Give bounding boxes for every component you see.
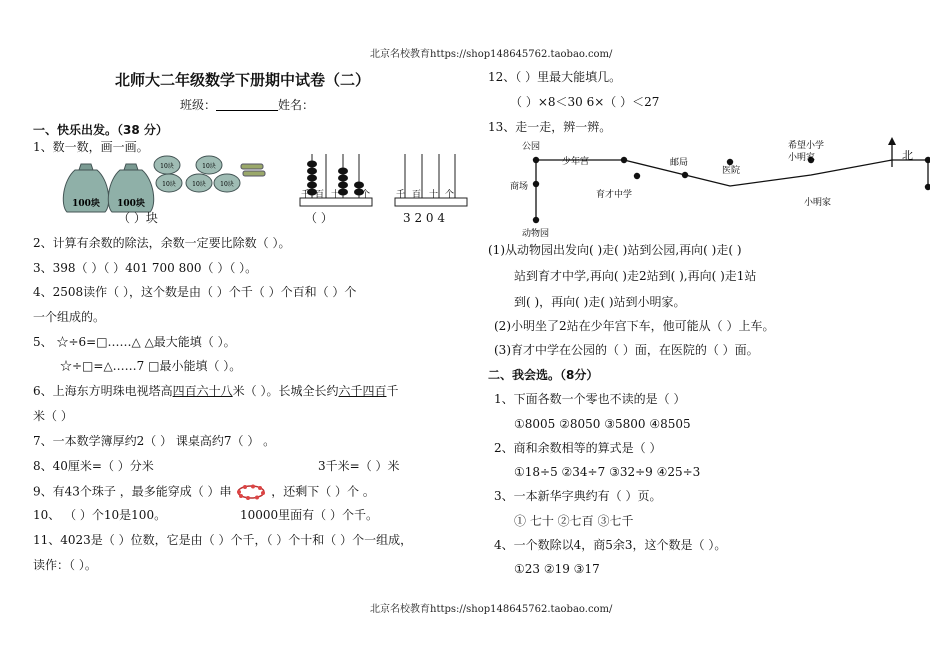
- abacus-1-answer: （ ）: [305, 211, 333, 225]
- question-5-line2: ☆÷□=△……7 □最小能填（ ）。: [60, 359, 242, 373]
- question-8b: 3千米=（ ）米: [318, 459, 400, 473]
- north-arrow-icon: [888, 137, 896, 167]
- abacus1-label-tens: 十: [331, 190, 341, 200]
- section-2-heading: 二、我会选。（8分）: [488, 368, 599, 382]
- abacus-2: [393, 150, 473, 210]
- question-13-1-line2: 站到育才中学,再向( )走2站到( ),再向( )走1站: [514, 269, 757, 283]
- q9-prefix: 9、有43个珠子 ，最多能穿成（ ）串: [33, 484, 232, 499]
- bag-10-icon: [196, 156, 222, 174]
- bag-10-icon: [186, 174, 212, 192]
- choice-2-options: ①18÷5 ②34÷7 ③32÷9 ④25÷3: [514, 465, 701, 479]
- map-post-office-label: 邮局: [670, 158, 689, 168]
- name-label: 姓名：: [278, 98, 315, 112]
- bag-10-label: 10块: [162, 181, 176, 188]
- bag-10-label: 10块: [192, 181, 206, 188]
- section-1-heading: 一、快乐出发。（38 分）: [33, 123, 168, 137]
- coins-icon: [241, 164, 265, 176]
- abacus2-label-tens: 十: [429, 190, 439, 200]
- choice-1: 1、下面各数一个零也不读的是（ ）: [494, 392, 686, 406]
- bag-10-icon: [214, 174, 240, 192]
- abacus2-label-hundreds: 百: [412, 190, 422, 200]
- page-header: 北京名校教育https://shop148645762.taobao.com/: [370, 49, 613, 60]
- money-bags-illustration: [55, 150, 270, 220]
- choice-2: 2、商和余数相等的算式是（ ）: [494, 441, 662, 455]
- bead-string-icon: [235, 484, 267, 500]
- bag-10-icon: [154, 156, 180, 174]
- choice-1-options: ①8005 ②8050 ③5800 ④8505: [514, 417, 691, 431]
- bag-100-label: 100块: [117, 199, 145, 209]
- choice-4-options: ①23 ②19 ③17: [514, 562, 600, 576]
- question-10b: 10000里面有（ ）个千。: [240, 508, 378, 522]
- bag-10-label: 10块: [220, 181, 234, 188]
- choice-3-options: ① 七十 ②七百 ③七千: [514, 514, 634, 528]
- question-1: 1、数一数，画一画。: [33, 140, 149, 154]
- map-xiaoming-home-top-label: 小明家: [788, 153, 816, 163]
- q6-underlined-length: 六千四百: [338, 384, 387, 398]
- abacus1-label-thousands: 千: [301, 190, 311, 200]
- q9-suffix: ，还剩下（ ）个 。: [271, 484, 375, 499]
- bag-100-icon: [108, 164, 153, 212]
- choice-4: 4、一个数除以4，商5余3，这个数是（ ）。: [494, 538, 727, 552]
- map-north-label: 北: [902, 149, 913, 162]
- q1-answer-unit: （ ）块: [118, 211, 158, 225]
- map-xiaoming-home-label: 小明家: [804, 198, 832, 208]
- question-3: 3、398（ ）（ ）401 700 800（ ）（ ）。: [33, 261, 258, 275]
- question-9-line: [33, 484, 375, 500]
- question-13-2: (2)小明坐了2站在少年宫下车，他可能从（ ）上车。: [494, 319, 775, 333]
- abacus1-label-hundreds: 百: [315, 190, 325, 200]
- question-11-line2: 读作：（ ）。: [33, 558, 97, 572]
- abacus-2-number: 3 2 0 4: [403, 211, 445, 225]
- q6-underlined-height: 四百六十八: [172, 384, 233, 398]
- question-13-3: (3)育才中学在公园的（ ）面，在医院的（ ）面。: [494, 343, 759, 357]
- q6-end: 千: [386, 384, 399, 398]
- question-12-items: （ ）×8＜30 6×（ ）＜27: [510, 95, 660, 109]
- choice-3: 3、一本新华字典约有（ ）页。: [494, 489, 662, 503]
- question-6-line1: [33, 385, 399, 397]
- map-zoo-label: 动物园: [522, 229, 550, 239]
- question-4-line2: 一个组成的。: [33, 310, 106, 324]
- bag-10-icon: [156, 174, 182, 192]
- page-title: 北师大二年级数学下册期中试卷（二）: [115, 71, 371, 89]
- question-7: 7、一本数学簿厚约2（ ） 课桌高约7（ ） 。: [33, 434, 276, 448]
- map-park-label: 公园: [522, 142, 541, 152]
- page-footer: 北京名校教育https://shop148645762.taobao.com/: [370, 604, 613, 615]
- question-13-1-line3: 到( )，再向( )走( )站到小明家。: [514, 295, 686, 309]
- map-hope-school-label: 希望小学: [788, 141, 825, 151]
- bag-100-icon: [63, 164, 108, 212]
- question-8a: 8、40厘米=（ ）分米: [33, 459, 154, 473]
- abacus2-label-thousands: 千: [396, 190, 406, 200]
- map-yucai-school-label: 育才中学: [596, 190, 633, 200]
- bag-10-label: 10块: [160, 163, 174, 170]
- question-5-line1: 5、 ☆÷6=□……△ △最大能填（ ）。: [33, 335, 236, 349]
- bag-10-label: 10块: [202, 163, 216, 170]
- q6-middle: 米（ ）。长城全长约: [232, 384, 339, 398]
- q6-prefix: 6、上海东方明珠电视塔高: [33, 384, 173, 398]
- question-6-line2: 米（ ）: [33, 409, 73, 423]
- abacus2-label-ones: 个: [445, 190, 455, 200]
- class-label: 班级：: [180, 98, 217, 112]
- abacus-1: [295, 150, 385, 210]
- map-youth-palace-label: 少年宫: [562, 157, 590, 167]
- question-13-1-line1: (1)从动物园出发向( )走( )站到公园,再向( )走( ): [488, 243, 742, 257]
- map-mall-label: 商场: [510, 182, 529, 192]
- question-11-line1: 11、4023是（ ）位数，它是由（ ）个千，（ ）个十和（ ）个一组成，: [33, 533, 413, 547]
- class-blank: [216, 98, 278, 111]
- question-10a: 10、 （ ）个10是100。: [33, 508, 167, 522]
- bag-100-label: 100块: [72, 199, 100, 209]
- question-4-line1: 4、2508读作（ ），这个数是由（ ）个千（ ）个百和（ ）个: [33, 285, 357, 299]
- route-map: [500, 135, 930, 240]
- abacus1-label-ones: 个: [361, 190, 371, 200]
- question-13: 13、走一走，辨一辨。: [488, 120, 612, 134]
- question-2: 2、计算有余数的除法，余数一定要比除数（ ）。: [33, 236, 291, 250]
- class-name-line: [180, 98, 314, 111]
- question-12: 12、（ ）里最大能填几。: [488, 70, 622, 84]
- map-hospital-label: 医院: [722, 166, 741, 176]
